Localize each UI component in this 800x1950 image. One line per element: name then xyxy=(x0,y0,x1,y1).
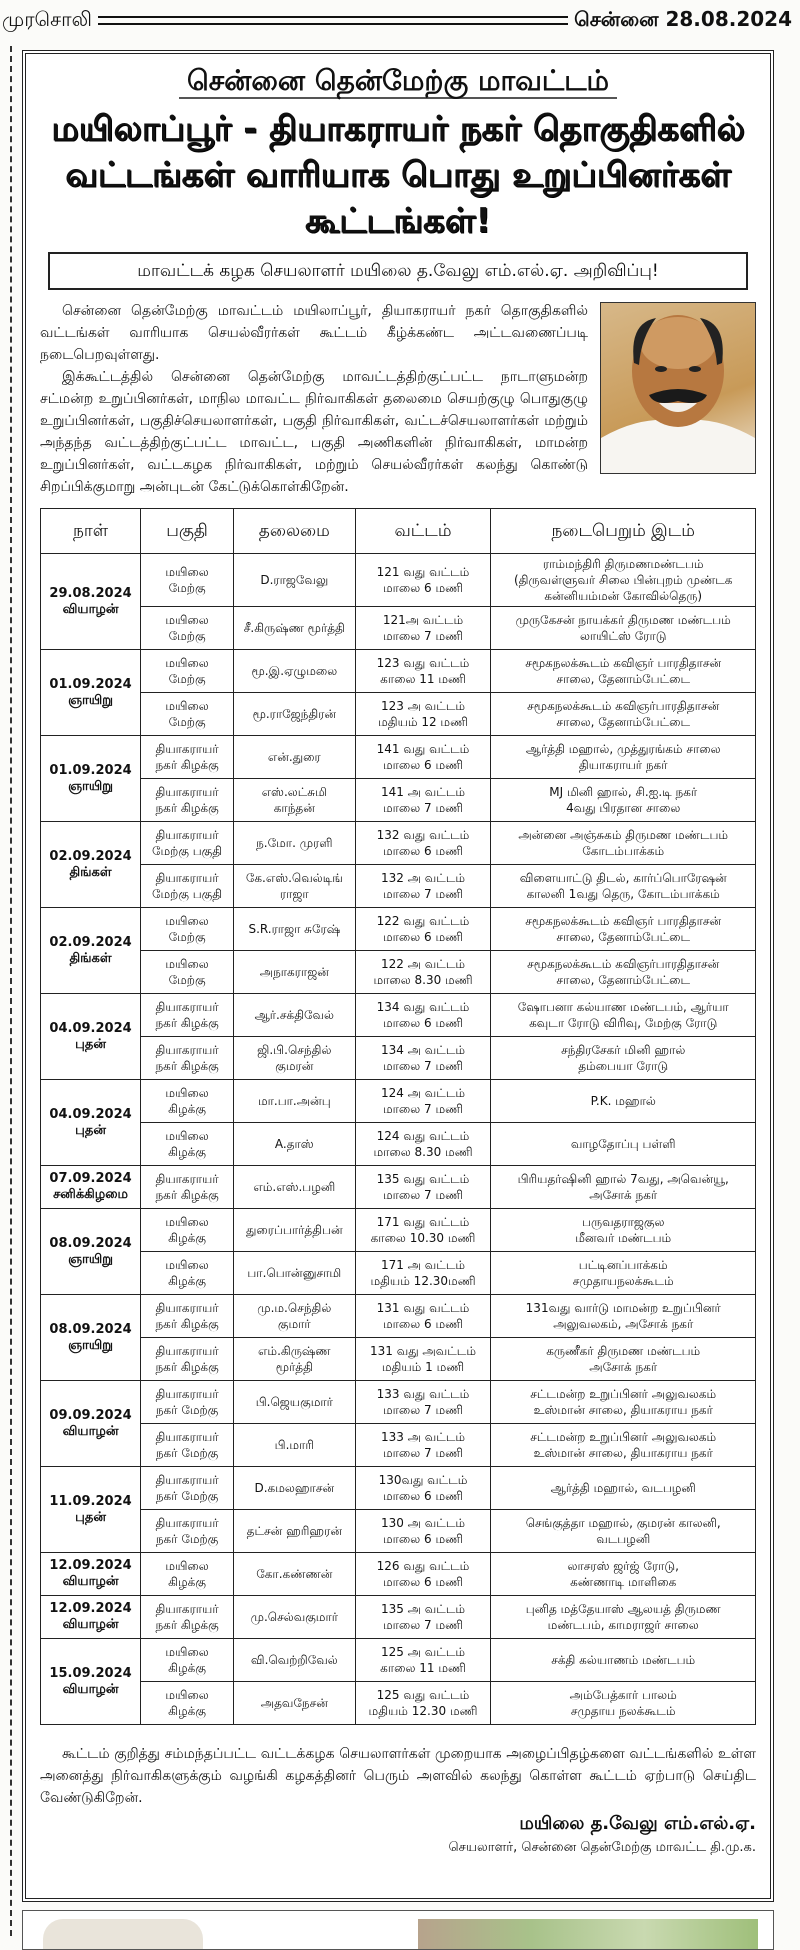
venue-cell: பட்டினப்பாக்கம் சமுதாயநலக்கூடம் xyxy=(491,1252,756,1295)
portrait-photo xyxy=(600,302,756,474)
leader-cell: ஆர்.சக்திவேல் xyxy=(234,994,356,1037)
date-cell: 01.09.2024 ஞாயிறு xyxy=(41,650,141,736)
venue-cell: செங்குத்தா மஹால், குமரன் காலனி, வடபழனி xyxy=(491,1510,756,1553)
venue-cell: 131வது வார்டு மாமன்ற உறுப்பினர் அலுவலகம், அசோக் நகர் xyxy=(491,1295,756,1338)
table-row xyxy=(41,779,756,822)
ward-cell: 130 அ வட்டம் மாலை 6 மணி xyxy=(355,1510,491,1553)
leader-cell: S.R.ராஜா சுரேஷ் xyxy=(234,908,356,951)
ward-cell: 122 வது வட்டம் மாலை 6 மணி xyxy=(355,908,491,951)
area-cell: மயிலை கிழக்கு xyxy=(141,1252,234,1295)
date-cell: 04.09.2024 புதன் xyxy=(41,994,141,1080)
table-header-row xyxy=(41,509,756,554)
area-cell: தியாகராயர் நகர் கிழக்கு xyxy=(141,1338,234,1381)
leader-cell: துரைப்பார்த்திபன் xyxy=(234,1209,356,1252)
date-cell: 01.09.2024 ஞாயிறு xyxy=(41,736,141,822)
area-cell: தியாகராயர் நகர் கிழக்கு xyxy=(141,994,234,1037)
date-cell: 15.09.2024 வியாழன் xyxy=(41,1639,141,1725)
table-row xyxy=(41,1553,756,1596)
closing-paragraph: கூட்டம் குறித்து சம்மந்தப்பட்ட வட்டக்கழக செயலாளர்கள் முறையாக அழைப்பிதழ்களை வட்டங்களில் உள்ள அனைத்து நிர்வாகிகளுக்கும் வழங்கி கழகத்தினர் பெரும் அளவில் கலந்து கொள்ள கூட்டம் ஏற்பாடு செய்திட வேண்டுகிறேன். xyxy=(40,1746,756,1806)
venue-cell: ஷோபனா கல்யாண மண்டபம், ஆர்யா கவுடா ரோடு விரிவு, மேற்கு ரோடு xyxy=(491,994,756,1037)
date-cell: 12.09.2024 வியாழன் xyxy=(41,1553,141,1596)
leader-cell: எம்.கிருஷ்ண மூர்த்தி xyxy=(234,1338,356,1381)
area-cell: மயிலை கிழக்கு xyxy=(141,1209,234,1252)
leader-cell: மு.ம.செந்தில் குமார் xyxy=(234,1295,356,1338)
table-row xyxy=(41,736,756,779)
venue-cell: சந்திரசேகர் மினி ஹால் தம்பையா ரோடு xyxy=(491,1037,756,1080)
area-cell: மயிலை மேற்கு xyxy=(141,908,234,951)
subtitle-box: மாவட்டக் கழக செயலாளர் மயிலை த.வேலு எம்.எல்.ஏ. அறிவிப்பு! xyxy=(48,252,748,290)
ward-cell: 141 அ வட்டம் மாலை 7 மணி xyxy=(355,779,491,822)
table-row xyxy=(41,1295,756,1338)
venue-cell: MJ மினி ஹால், சி.ஐ.டி நகர் 4வது பிரதான சாலை xyxy=(491,779,756,822)
venue-cell: ராம்மந்திரி திருமணமண்டபம் (திருவள்ளுவர் சிலை பின்புறம் முண்டக கன்னியம்மன் கோவில்தெரு) xyxy=(491,554,756,607)
ward-cell: 126 வது வட்டம் மாலை 6 மணி xyxy=(355,1553,491,1596)
venue-cell: புனித மத்தேயாஸ் ஆலயத் திருமண மண்டபம், காமராஜர் சாலை xyxy=(491,1596,756,1639)
ward-cell: 135 அ வட்டம் மாலை 7 மணி xyxy=(355,1596,491,1639)
table-row xyxy=(41,1596,756,1639)
leader-cell: D.ராஜவேலு xyxy=(234,554,356,607)
header-date: நாள் xyxy=(41,509,141,554)
area-cell: மயிலை மேற்கு xyxy=(141,607,234,650)
area-cell: மயிலை மேற்கு xyxy=(141,554,234,607)
intro-paragraph: இக்கூட்டத்தில் சென்னை தென்மேற்கு மாவட்டத்திற்குட்பட்ட நாடாளுமன்ற சட்மன்ற உறுப்பினர்கள், மாநில மாவட்ட நிர்வாகிகள் தலைமை செயற்குழு பொதுகுழு உறுப்பினர்கள், பகுதிச்செயலாளர்கள், பகுதி நிர்வாகிகள், வட்டச்செயலாளர்கள் மற்றும் அந்தந்த வட்டத்திற்குட்பட்ட மாவட்ட, பகுதி அணிகளின் நிர்வாகிகள், மாமன்ற உறுப்பினர்கள், வட்டகழக நிர்வாகிகள், மற்றும் செயல்வீரர்கள் கலந்து கொண்டு சிறப்பிக்குமாறு அன்புடன் கேட்டுக்கொள்கிறேன். xyxy=(40,369,588,495)
ward-cell: 133 அ வட்டம் மாலை 7 மணி xyxy=(355,1424,491,1467)
area-cell: மயிலை மேற்கு xyxy=(141,693,234,736)
ward-cell: 171 வது வட்டம் காலை 10.30 மணி xyxy=(355,1209,491,1252)
leader-cell: கோ.கண்ணன் xyxy=(234,1553,356,1596)
date-cell: 08.09.2024 ஞாயிறு xyxy=(41,1209,141,1295)
area-cell: மயிலை கிழக்கு xyxy=(141,1682,234,1725)
venue-cell: லாசரஸ் ஜர்ஜ் ரோடு, கண்ணாடி மாளிகை xyxy=(491,1553,756,1596)
header-area: பகுதி xyxy=(141,509,234,554)
venue-cell: விளையாட்டு திடல், கார்ப்பொரேஷன் காலனி 1வது தெரு, கோடம்பாக்கம் xyxy=(491,865,756,908)
area-cell: மயிலை கிழக்கு xyxy=(141,1553,234,1596)
newspaper-name: முரசொலி xyxy=(2,6,92,31)
date-cell: 07.09.2024 சனிக்கிழமை xyxy=(41,1166,141,1209)
area-cell: தியாகராயர் மேற்கு பகுதி xyxy=(141,865,234,908)
table-row xyxy=(41,1639,756,1682)
table-row xyxy=(41,1338,756,1381)
intro-paragraph: சென்னை தென்மேற்கு மாவட்டம் மயிலாப்பூர், தியாகராயர் நகர் தொகுதிகளில் வட்டங்கள் வாரியாக செயல்வீரர்கள் கூட்டம் கீழ்க்கண்ட அட்டவணைப்படி நடைபெறவுள்ளது. xyxy=(40,303,588,363)
table-row xyxy=(41,865,756,908)
area-cell: மயிலை கிழக்கு xyxy=(141,1639,234,1682)
date-cell: 02.09.2024 திங்கள் xyxy=(41,822,141,908)
leader-cell: A.தாஸ் xyxy=(234,1123,356,1166)
ward-cell: 124 வது வட்டம் மாலை 8.30 மணி xyxy=(355,1123,491,1166)
header-venue: நடைபெறும் இடம் xyxy=(491,509,756,554)
masthead xyxy=(0,0,800,40)
ward-cell: 122 அ வட்டம் மாலை 8.30 மணி xyxy=(355,951,491,994)
venue-cell: சக்தி கல்யாணம் மண்டபம் xyxy=(491,1639,756,1682)
ward-cell: 133 வது வட்டம் மாலை 7 மணி xyxy=(355,1381,491,1424)
dateline: சென்னை 28.08.2024 xyxy=(574,6,792,31)
leader-cell: ஜி.பி.செந்தில் குமரன் xyxy=(234,1037,356,1080)
article-image xyxy=(418,1919,758,1949)
table-row xyxy=(41,1037,756,1080)
venue-cell: முருகேசன் நாயக்கர் திருமண மண்டபம் லாயிட்ஸ் ரோடு xyxy=(491,607,756,650)
date-cell: 08.09.2024 ஞாயிறு xyxy=(41,1295,141,1381)
area-cell: மயிலை கிழக்கு xyxy=(141,1123,234,1166)
venue-cell: பருவதராஜகுல மீனவர் மண்டபம் xyxy=(491,1209,756,1252)
leader-cell: D.கமலஹாசன் xyxy=(234,1467,356,1510)
leader-cell: என்.துரை xyxy=(234,736,356,779)
area-cell: மயிலை மேற்கு xyxy=(141,650,234,693)
table-row xyxy=(41,1080,756,1123)
venue-cell: சமூகநலக்கூடம் கவிஞர்பாரதிதாசன் சாலை, தேனாம்பேட்டை xyxy=(491,951,756,994)
leader-cell: எம்.எஸ்.பழனி xyxy=(234,1166,356,1209)
table-row xyxy=(41,951,756,994)
leader-cell: எஸ்.லட்சுமி காந்தன் xyxy=(234,779,356,822)
table-row xyxy=(41,1424,756,1467)
ward-cell: 135 வது வட்டம் மாலை 7 மணி xyxy=(355,1166,491,1209)
leader-cell: மா.பா.அன்பு xyxy=(234,1080,356,1123)
adjacent-column xyxy=(0,46,18,1936)
date-cell: 02.09.2024 திங்கள் xyxy=(41,908,141,994)
area-cell: தியாகராயர் நகர் கிழக்கு xyxy=(141,1596,234,1639)
table-row xyxy=(41,1209,756,1252)
venue-cell: ஆர்த்தி மஹால், வடபழனி xyxy=(491,1467,756,1510)
venue-cell: பிரியதர்ஷினி ஹால் 7வது, அவென்யூ, அசோக் நகர் xyxy=(491,1166,756,1209)
leader-cell: கே.எஸ்.வெல்டிங் ராஜா xyxy=(234,865,356,908)
next-article-preview xyxy=(22,1910,774,1950)
table-row xyxy=(41,908,756,951)
venue-cell: சமூகநலக்கூடம் கவிஞர் பாரதிதாசன் சாலை, தேனாம்பேட்டை xyxy=(491,650,756,693)
column-divider xyxy=(10,46,12,1936)
area-cell: மயிலை மேற்கு xyxy=(141,951,234,994)
area-cell: தியாகராயர் நகர் மேற்கு xyxy=(141,1467,234,1510)
table-row xyxy=(41,1510,756,1553)
header-leader: தலைமை xyxy=(234,509,356,554)
ward-cell: 125 வது வட்டம் மதியம் 12.30 மணி xyxy=(355,1682,491,1725)
area-cell: தியாகராயர் நகர் மேற்கு xyxy=(141,1424,234,1467)
leader-cell: பி.மாரி xyxy=(234,1424,356,1467)
date-cell: 09.09.2024 வியாழன் xyxy=(41,1381,141,1467)
ward-cell: 130வது வட்டம் மாலை 6 மணி xyxy=(355,1467,491,1510)
ward-cell: 131 வது வட்டம் மாலை 6 மணி xyxy=(355,1295,491,1338)
table-row xyxy=(41,994,756,1037)
ward-cell: 134 வது வட்டம் மாலை 6 மணி xyxy=(355,994,491,1037)
table-row xyxy=(41,822,756,865)
ward-cell: 171 அ வட்டம் மதியம் 12.30மணி xyxy=(355,1252,491,1295)
leader-cell: மூ.இ.ஏழுமலை xyxy=(234,650,356,693)
table-row xyxy=(41,1381,756,1424)
title-district xyxy=(40,62,756,100)
area-cell: தியாகராயர் மேற்கு பகுதி xyxy=(141,822,234,865)
table-row xyxy=(41,1252,756,1295)
ward-cell: 123 வது வட்டம் காலை 11 மணி xyxy=(355,650,491,693)
headline-line-3: வட்டங்கள் வாரியாக பொது உறுப்பினர்கள் கூட்டங்கள்! xyxy=(65,155,731,241)
header-ward: வட்டம் xyxy=(355,509,491,554)
area-cell: தியாகராயர் நகர் மேற்கு xyxy=(141,1510,234,1553)
announcement-box xyxy=(22,50,774,1902)
ward-cell: 124 அ வட்டம் மாலை 7 மணி xyxy=(355,1080,491,1123)
leader-cell: தட்சன் ஹரிஹரன் xyxy=(234,1510,356,1553)
table-row xyxy=(41,1467,756,1510)
ward-cell: 132 வது வட்டம் மாலை 6 மணி xyxy=(355,822,491,865)
venue-cell: சமூகநலக்கூடம் கவிஞர் பாரதிதாசன் சாலை, தேனாம்பேட்டை xyxy=(491,908,756,951)
date-cell: 11.09.2024 புதன் xyxy=(41,1467,141,1553)
leader-cell: மு.செல்வகுமார் xyxy=(234,1596,356,1639)
table-row xyxy=(41,554,756,607)
closing-text xyxy=(40,1743,756,1809)
date-cell: 29.08.2024 வியாழன் xyxy=(41,554,141,650)
leader-cell: வி.வெற்றிவேல் xyxy=(234,1639,356,1682)
table-row xyxy=(41,1682,756,1725)
leader-cell: பி.ஜெயகுமார் xyxy=(234,1381,356,1424)
headline-line-2: மயிலாப்பூர் - தியாகராயர் நகர் தொகுதிகளில் xyxy=(51,109,745,149)
ward-cell: 134 அ வட்டம் மாலை 7 மணி xyxy=(355,1037,491,1080)
signature-role: செயலாளர், சென்னை தென்மேற்கு மாவட்ட தி.மு.க. xyxy=(448,1840,756,1855)
venue-cell: அன்னை அஞ்சுகம் திருமண மண்டபம் கோடம்பாக்கம் xyxy=(491,822,756,865)
venue-cell: அம்பேத்கார் பாலம் சமுதாய நலக்கூடம் xyxy=(491,1682,756,1725)
venue-cell: சமூகநலக்கூடம் கவிஞர்பாரதிதாசன் சாலை, தேனாம்பேட்டை xyxy=(491,693,756,736)
venue-cell: வாழதோப்பு பள்ளி xyxy=(491,1123,756,1166)
leader-cell: பா.பொன்னுசாமி xyxy=(234,1252,356,1295)
leader-cell: மூ.ராஜேந்திரன் xyxy=(234,693,356,736)
intro-section xyxy=(40,300,756,498)
ward-cell: 125 அ வட்டம் காலை 11 மணி xyxy=(355,1639,491,1682)
ward-cell: 141 வது வட்டம் மாலை 6 மணி xyxy=(355,736,491,779)
area-cell: மயிலை கிழக்கு xyxy=(141,1080,234,1123)
leader-cell: சீ.கிருஷ்ண மூர்த்தி xyxy=(234,607,356,650)
date-cell: 12.09.2024 வியாழன் xyxy=(41,1596,141,1639)
ward-cell: 121 வது வட்டம் மாலை 6 மணி xyxy=(355,554,491,607)
ward-cell: 121அ வட்டம் மாலை 7 மணி xyxy=(355,607,491,650)
table-row xyxy=(41,693,756,736)
area-cell: தியாகராயர் நகர் மேற்கு xyxy=(141,1381,234,1424)
area-cell: தியாகராயர் நகர் கிழக்கு xyxy=(141,1037,234,1080)
area-cell: தியாகராயர் நகர் கிழக்கு xyxy=(141,736,234,779)
date-cell: 04.09.2024 புதன் xyxy=(41,1080,141,1166)
venue-cell: கருணீகர் திருமண மண்டபம் அசோக் நகர் xyxy=(491,1338,756,1381)
ward-cell: 131 வது அவட்டம் மதியம் 1 மணி xyxy=(355,1338,491,1381)
table-row xyxy=(41,607,756,650)
venue-cell: சட்டமன்ற உறுப்பினர் அலுவலகம் உஸ்மான் சாலை, தியாகராய நகர் xyxy=(491,1381,756,1424)
venue-cell: P.K. மஹால் xyxy=(491,1080,756,1123)
leader-cell: அநாகராஜன் xyxy=(234,951,356,994)
area-cell: தியாகராயர் நகர் கிழக்கு xyxy=(141,779,234,822)
table-row xyxy=(41,1166,756,1209)
table-row xyxy=(41,650,756,693)
area-cell: தியாகராயர் நகர் கிழக்கு xyxy=(141,1295,234,1338)
masthead-rule xyxy=(98,16,568,25)
area-cell: தியாகராயர் நகர் கிழக்கு xyxy=(141,1166,234,1209)
meeting-schedule-table xyxy=(40,508,756,1725)
title-line-1: சென்னை தென்மேற்கு மாவட்டம் xyxy=(179,64,617,99)
article-image xyxy=(43,1919,203,1949)
ward-cell: 123 அ வட்டம் மதியம் 12 மணி xyxy=(355,693,491,736)
leader-cell: அதவநேசன் xyxy=(234,1682,356,1725)
venue-cell: ஆர்த்தி மஹால், முத்துரங்கம் சாலை தியாகராயர் நகர் xyxy=(491,736,756,779)
leader-cell: ந.மோ. முரளி xyxy=(234,822,356,865)
table-row xyxy=(41,1123,756,1166)
signature-name: மயிலை த.வேலு எம்.எல்.ஏ. xyxy=(519,1813,756,1834)
venue-cell: சட்டமன்ற உறுப்பினர் அலுவலகம் உஸ்மான் சாலை, தியாகராய நகர் xyxy=(491,1424,756,1467)
table-body xyxy=(41,554,756,1725)
ward-cell: 132 அ வட்டம் மாலை 7 மணி xyxy=(355,865,491,908)
